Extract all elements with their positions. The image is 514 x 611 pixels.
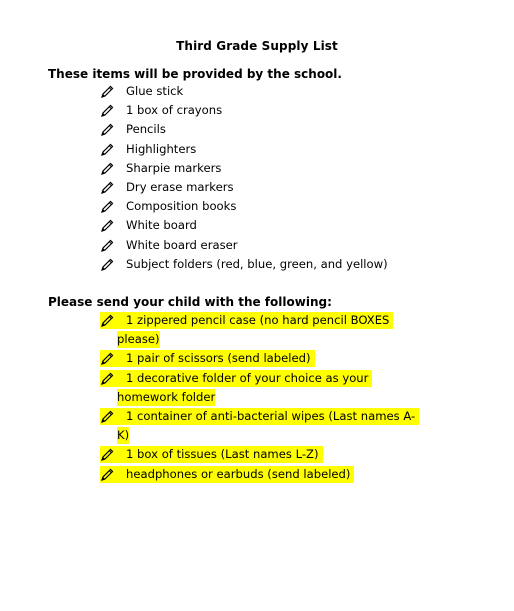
pencil-icon <box>100 162 114 176</box>
highlighted-list-item <box>100 446 323 463</box>
list-item-text: White board eraser <box>126 237 238 252</box>
list-item-continuation <box>117 331 160 348</box>
highlighted-list-item <box>100 312 393 329</box>
list-item-continuation <box>117 389 215 406</box>
pencil-icon <box>100 314 114 328</box>
pencil-icon <box>100 85 114 99</box>
list-item-text: 1 pair of scissors (send labeled) <box>126 351 311 366</box>
pencil-icon <box>100 352 114 366</box>
document-title: Third Grade Supply List <box>176 39 338 53</box>
pencil-icon <box>100 181 114 195</box>
list-item-text: Composition books <box>126 199 237 214</box>
list-item-text: White board <box>126 218 197 233</box>
list-item-text: Sharpie markers <box>126 160 222 175</box>
send-heading: Please send your child with the following: <box>48 295 332 309</box>
list-item-text: 1 box of crayons <box>126 103 223 118</box>
list-item-text: 1 zippered pencil case (no hard pencil BOXES <box>126 313 390 327</box>
list-item-text: K) <box>117 428 130 443</box>
list-item-text: 1 container of anti-bacterial wipes (Last names A- <box>126 409 416 423</box>
list-item-text: Dry erase markers <box>126 179 234 194</box>
highlighted-list-item <box>100 350 315 367</box>
pencil-icon <box>100 239 114 253</box>
pencil-icon <box>100 448 114 462</box>
list-item-text: please) <box>117 332 160 347</box>
pencil-icon <box>100 123 114 137</box>
pencil-icon <box>100 258 114 272</box>
list-item-text: 1 box of tissues (Last names L-Z) <box>126 447 319 462</box>
pencil-icon <box>100 143 114 157</box>
pencil-icon <box>100 468 114 482</box>
highlighted-list-item <box>100 370 372 387</box>
list-item-text: headphones or earbuds (send labeled) <box>126 466 351 481</box>
pencil-icon <box>100 200 114 214</box>
list-item-continuation <box>117 427 129 444</box>
pencil-icon <box>100 104 114 118</box>
highlighted-list-item <box>100 466 354 483</box>
provided-heading: These items will be provided by the school. <box>48 67 342 81</box>
list-item-text: Glue stick <box>126 84 184 98</box>
list-item-text: Subject folders (red, blue, green, and yellow) <box>126 256 388 271</box>
list-item-text: 1 decorative folder of your choice as your <box>126 370 369 385</box>
list-item-text: Highlighters <box>126 141 197 156</box>
pencil-icon <box>100 372 114 386</box>
list-item-text: Pencils <box>126 122 166 137</box>
pencil-icon <box>100 219 114 233</box>
list-item-text: homework folder <box>117 389 216 404</box>
highlighted-list-item <box>100 408 419 425</box>
pencil-icon <box>100 410 114 424</box>
